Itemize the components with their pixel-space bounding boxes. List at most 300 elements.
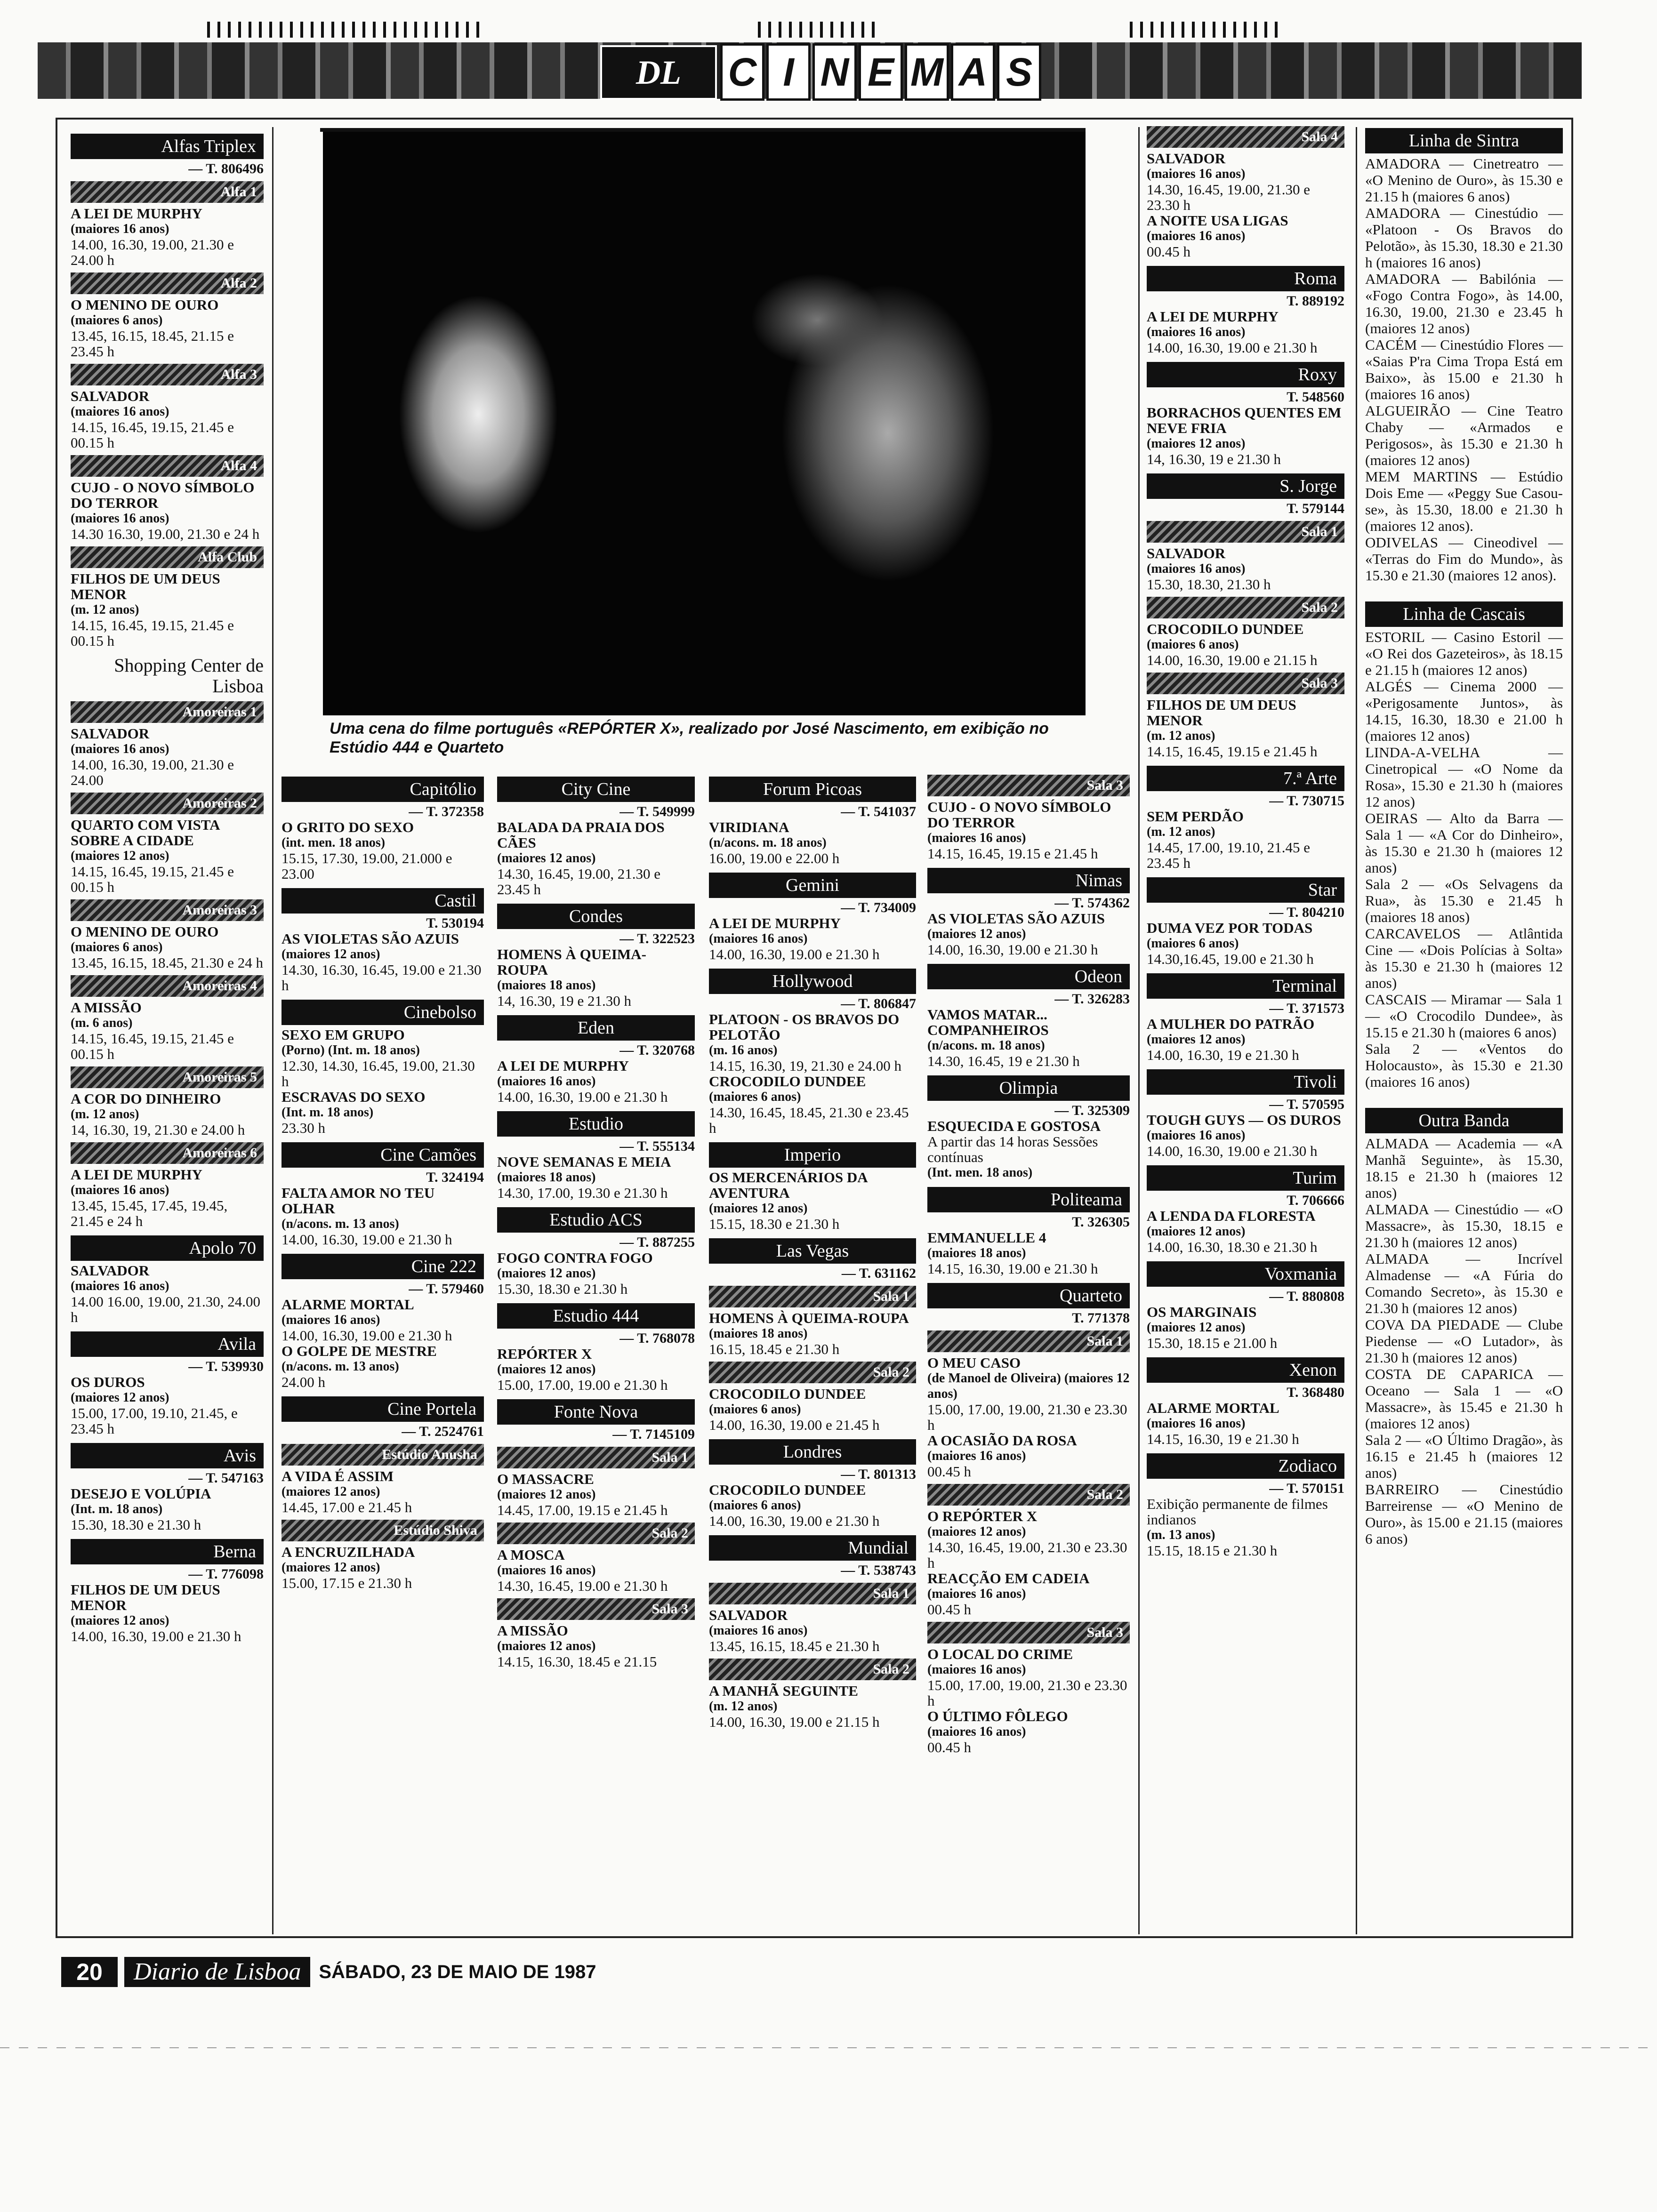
film-title: O GRITO DO SEXO — [282, 819, 414, 835]
cinema-heading: Mundial — [709, 1535, 916, 1561]
cinema-heading: Avis — [71, 1443, 264, 1468]
film-times: 14.15, 16.45, 19.15, 21.45 e 00.15 h — [71, 1030, 234, 1062]
film-rating: (maiores 18 anos) — [497, 1170, 596, 1185]
film-times: 14.00, 16.30, 19.00 e 21.30 h — [1147, 1143, 1318, 1159]
title-letter: C — [720, 43, 764, 101]
film-rating: (maiores 12 anos) — [71, 849, 169, 863]
list-item: CASCAIS — Miramar — Sala 1 — «O Crocodilo Dundee», às 15.15 e 21.30 h (maiores 6 anos) — [1365, 991, 1563, 1041]
film-rating: (n/acons. m. 13 anos) — [282, 1217, 399, 1231]
film-times: 00.45 h — [1147, 243, 1190, 260]
film-title: CROCODILO DUNDEE — [709, 1482, 866, 1498]
film-times: 14.00, 16.30, 19.00, 21.30 e 24.00 h — [71, 236, 234, 268]
film-title: HOMENS À QUEIMA-ROUPA — [497, 946, 646, 978]
film-times: 15.30, 18.30 e 21.30 h — [71, 1516, 201, 1533]
list-item: BARREIRO — Cinestúdio Barreirense — «O Menino de Ouro», às 15.00 e 21.15 (maiores 6 anos) — [1365, 1481, 1563, 1547]
film-rating: (maiores 16 anos) — [71, 404, 169, 419]
film-times: 14.00, 16.30, 19.00 e 21.15 h — [709, 1714, 880, 1730]
film-times: 14.45, 17.00 e 21.45 h — [282, 1499, 412, 1515]
film-title: ESCRAVAS DO SEXO — [282, 1089, 426, 1105]
cinema-phone: — T. 579460 — [409, 1281, 484, 1297]
film-title: O MENINO DE OURO — [71, 923, 219, 940]
film-rating: (m. 16 anos) — [709, 1043, 778, 1058]
film-times: 14.30, 16.45, 19.00, 21.30 e 23.30 h — [1147, 181, 1311, 213]
cinema-phone: T. 706666 — [1287, 1193, 1344, 1208]
room-heading: Amoreiras 6 — [71, 1142, 264, 1164]
film-title: SALVADOR — [1147, 150, 1226, 167]
film-title: O ÚLTIMO FÔLEGO — [927, 1708, 1068, 1724]
film-title: OS MERCENÁRIOS DA AVENTURA — [709, 1169, 867, 1201]
cinema-heading: Zodiaco — [1147, 1453, 1344, 1479]
film-rating: (m. 12 anos) — [71, 602, 139, 617]
film-times: 14.15, 16.45, 19.15, 21.45 e 00.15 h — [71, 617, 234, 649]
film-title: DUMA VEZ POR TODAS — [1147, 920, 1313, 936]
film-times: 14.00, 16.30, 19.00 e 21.30 h — [709, 1513, 880, 1529]
film-title: A LEI DE MURPHY — [71, 1166, 202, 1183]
cinema-phone: — T. 768078 — [619, 1330, 695, 1346]
issue-date: SÁBADO, 23 DE MAIO DE 1987 — [319, 1961, 596, 1982]
film-times: 14, 16.30, 19 e 21.30 h — [497, 993, 632, 1009]
room-heading: Alfa 4 — [71, 455, 264, 477]
film-title: OS DUROS — [71, 1374, 145, 1390]
cinema-heading: S. Jorge — [1147, 473, 1344, 499]
film-rating: (maiores 16 anos) — [1147, 325, 1246, 339]
cinema-heading: Star — [1147, 877, 1344, 903]
film-rating: (maiores 12 anos) — [927, 1524, 1026, 1539]
film-rating: (maiores 16 anos) — [71, 742, 169, 756]
film-rating: (maiores 16 anos) — [1147, 561, 1246, 576]
cinema-heading: Cine Portela — [282, 1396, 484, 1422]
film-title: FILHOS DE UM DEUS MENOR — [71, 1581, 220, 1613]
cinema-phone: — T. 372358 — [409, 804, 484, 819]
film-rating: (n/acons. m. 18 anos) — [927, 1038, 1045, 1053]
film-times: 14.15, 16.45, 19.15, 21.45 e 00.15 h — [71, 419, 234, 451]
film-rating: (maiores 12 anos) — [1147, 436, 1246, 451]
film-times: 14.30, 16.30, 16.45, 19.00 e 21.30 h — [282, 962, 482, 994]
cinema-heading: Fonte Nova — [497, 1399, 695, 1425]
list-item: AMADORA — Cinetreatro — «O Menino de Ouro», às 15.30 e 21.15 h (maiores 6 anos) — [1365, 155, 1563, 205]
cinema-heading: Roxy — [1147, 362, 1344, 387]
film-times: 15.30, 18.30 e 21.30 h — [497, 1281, 628, 1297]
film-rating: (maiores 6 anos) — [709, 1402, 801, 1417]
film-title: O GOLPE DE MESTRE — [282, 1343, 437, 1359]
room-heading: Sala 2 — [927, 1484, 1130, 1506]
film-title: A LEI DE MURPHY — [497, 1058, 629, 1074]
film-times: 15.30, 18.30, 21.30 h — [1147, 576, 1271, 593]
film-rating: (maiores 12 anos) — [497, 1362, 596, 1377]
cinema-phone: T. 530194 — [426, 915, 484, 931]
cinema-phone: — T. 806496 — [188, 161, 264, 176]
film-title: A LEI DE MURPHY — [709, 915, 841, 931]
list-item: ALMADA — Cinestúdio — «O Massacre», às 15.30, 18.15 e 21.30 h (maiores 12 anos) — [1365, 1201, 1563, 1250]
film-rating: (maiores 16 anos) — [709, 1623, 808, 1638]
film-title: ESQUECIDA E GOSTOSA — [927, 1118, 1101, 1134]
film-times: 23.30 h — [282, 1120, 325, 1136]
film-rating: (maiores 16 anos) — [927, 1587, 1026, 1601]
film-times: 14.30, 16.45, 19.00 e 21.30 h — [497, 1578, 668, 1594]
cinema-heading: Estudio — [497, 1111, 695, 1137]
film-times: 14.00, 16.30, 19.00 e 21.45 h — [709, 1417, 880, 1433]
film-title: BORRACHOS QUENTES EM NEVE FRIA — [1147, 404, 1342, 436]
column-rule — [1138, 127, 1140, 1934]
film-times: 14, 16.30, 19 e 21.30 h — [1147, 451, 1281, 467]
film-title: QUARTO COM VISTA SOBRE A CIDADE — [71, 817, 219, 849]
film-rating: (maiores 12 anos) — [497, 851, 596, 866]
column-3 — [497, 770, 695, 1669]
film-times: 14.15, 16.30, 19 e 21.30 h — [1147, 1431, 1299, 1447]
film-times: 14.00, 16.30, 19.00 e 21.15 h — [1147, 652, 1318, 668]
film-times: 00.45 h — [927, 1739, 971, 1755]
film-rating: (maiores 12 anos) — [927, 927, 1026, 941]
film-title: AS VIOLETAS SÃO AZUIS — [927, 910, 1105, 927]
cinema-heading: Voxmania — [1147, 1261, 1344, 1287]
film-title: CROCODILO DUNDEE — [709, 1073, 866, 1090]
film-rating: (maiores 12 anos) — [1147, 1032, 1246, 1047]
film-times: 14.00, 16.30, 19.00 e 21.30 h — [282, 1327, 452, 1344]
film-title: A COR DO DINHEIRO — [71, 1090, 221, 1107]
room-heading: Estúdio Anusha — [282, 1444, 484, 1466]
cinema-heading: Turim — [1147, 1165, 1344, 1191]
cinema-heading: Gemini — [709, 873, 916, 898]
film-times: 14.15, 16.30, 19.00 e 21.30 h — [927, 1260, 1098, 1277]
film-title: SALVADOR — [71, 388, 150, 404]
cinema-heading: Alfas Triplex — [71, 134, 264, 159]
cinema-phone: — T. 320768 — [619, 1042, 695, 1058]
cinema-phone: — T. 371573 — [1269, 1001, 1344, 1016]
room-heading: Sala 2 — [497, 1523, 695, 1544]
film-times: 15.00, 17.00, 19.00, 21.30 e 23.30 h — [927, 1677, 1127, 1709]
film-rating: (m. 12 anos) — [71, 1107, 139, 1122]
title-letter: N — [812, 43, 857, 101]
film-title: ALARME MORTAL — [1147, 1400, 1279, 1416]
film-rating: (de Manoel de Oliveira) (maiores 12 anos) — [927, 1371, 1130, 1401]
film-times: 14.30, 16.45, 19 e 21.30 h — [927, 1053, 1080, 1069]
film-times: 14.00, 16.30, 19.00 e 21.30 h — [1147, 339, 1318, 356]
cinema-heading: Olimpia — [927, 1075, 1130, 1101]
room-heading: Alfa 2 — [71, 272, 264, 294]
film-times: 14.15, 16.30, 19, 21.30 e 24.00 h — [709, 1058, 902, 1074]
film-rating: (maiores 12 anos) — [497, 1639, 596, 1653]
film-title: FILHOS DE UM DEUS MENOR — [71, 570, 220, 602]
room-heading: Sala 1 — [709, 1583, 916, 1604]
room-heading: Alfa Club — [71, 546, 264, 568]
film-title: OS MARGINAIS — [1147, 1304, 1257, 1320]
film-times: 14.15, 16.45, 19.15, 21.45 e 00.15 h — [71, 863, 234, 895]
film-title: O MEU CASO — [927, 1354, 1021, 1371]
film-rating: (maiores 12 anos) — [282, 1484, 380, 1499]
film-title: A NOITE USA LIGAS — [1147, 212, 1288, 229]
mall-heading: Shopping Center de Lisboa — [114, 655, 264, 697]
film-rating: (maiores 6 anos) — [709, 1498, 801, 1513]
film-times: 14.00, 16.30, 19.00 e 21.30 h — [282, 1231, 452, 1248]
cinema-heading: Quarteto — [927, 1283, 1130, 1308]
film-rating: (maiores 18 anos) — [709, 1326, 808, 1341]
film-times: 15.00, 17.15 e 21.30 h — [282, 1575, 412, 1591]
title-letter: E — [859, 43, 903, 101]
room-heading: Sala 3 — [927, 1622, 1130, 1643]
cinema-heading: Berna — [71, 1539, 264, 1564]
cinema-phone: — T. 547163 — [188, 1470, 264, 1486]
cinema-phone: — T. 539930 — [188, 1359, 264, 1374]
cinema-phone: — T. 326283 — [1054, 991, 1130, 1007]
film-rating: (maiores 16 anos) — [1147, 1416, 1246, 1431]
film-title: VIRIDIANA — [709, 819, 789, 835]
cinema-heading: Condes — [497, 904, 695, 929]
film-rating: (maiores 16 anos) — [1147, 1128, 1246, 1143]
room-heading: Alfa 3 — [71, 364, 264, 385]
room-heading: Sala 1 — [497, 1447, 695, 1468]
list-item: AMADORA — Cinestúdio — «Platoon - Os Bravos do Pelotão», às 15.30, 18.30 e 21.30 h (maiores 16 anos) — [1365, 205, 1563, 271]
film-rating: (m. 13 anos) — [1147, 1528, 1215, 1542]
list-item: Sala 2 — «Os Selvagens da Rua», às 15.30 e 21.45 h (maiores 18 anos) — [1365, 876, 1563, 925]
cinema-heading: Londres — [709, 1439, 916, 1465]
list-item: ALGUEIRÃO — Cine Teatro Chaby — «Armados e Perigosos», às 15.30 e 21.30 h (maiores 12 anos) — [1365, 402, 1563, 468]
cinema-heading: Cine 222 — [282, 1254, 484, 1279]
film-title: EMMANUELLE 4 — [927, 1229, 1046, 1246]
film-rating: (m. 12 anos) — [1147, 825, 1215, 839]
cinema-phone: T. 324194 — [426, 1170, 484, 1185]
film-times: 13.45, 16.15, 18.45, 21.30 e 24 h — [71, 954, 264, 971]
room-heading: Sala 3 — [1147, 673, 1344, 694]
film-still-photo — [323, 132, 1086, 715]
film-title: ALARME MORTAL — [282, 1296, 414, 1313]
film-title: A MANHÃ SEGUINTE — [709, 1683, 858, 1699]
film-rating: (maiores 12 anos) — [282, 1560, 380, 1575]
film-times: 14.00 16.00, 19.00, 21.30, 24.00 h — [71, 1293, 260, 1325]
cinema-phone: — T. 887255 — [619, 1234, 695, 1250]
film-title: SEM PERDÃO — [1147, 808, 1244, 825]
film-title: O MENINO DE OURO — [71, 297, 219, 313]
film-rating: (maiores 16 anos) — [282, 1313, 380, 1327]
cinema-phone: T. 326305 — [1072, 1214, 1130, 1230]
film-title: A ENCRUZILHADA — [282, 1544, 415, 1560]
film-title: FILHOS DE UM DEUS MENOR — [1147, 697, 1296, 729]
cinema-heading: Roma — [1147, 266, 1344, 291]
cinema-heading: Avila — [71, 1331, 264, 1357]
film-title: SALVADOR — [71, 725, 150, 742]
cinema-phone: — T. 7145109 — [612, 1427, 695, 1442]
film-times: 00.45 h — [927, 1463, 971, 1480]
film-times: 24.00 h — [282, 1374, 325, 1390]
film-times: 14.00, 16.30, 19.00 e 21.30 h — [927, 941, 1098, 958]
cinema-heading: Cinebolso — [282, 1000, 484, 1025]
film-title: A MULHER DO PATRÃO — [1147, 1016, 1315, 1032]
title-letter: S — [997, 43, 1041, 101]
film-rating: (maiores 18 anos) — [497, 978, 596, 993]
cinema-phone: — T. 555134 — [619, 1138, 695, 1154]
film-times: 14.30,16.45, 19.00 e 21.30 h — [1147, 951, 1314, 967]
cinema-heading: Hollywood — [709, 969, 916, 994]
film-title: SEXO EM GRUPO — [282, 1026, 405, 1043]
list-item: CACÉM — Cinestúdio Flores — «Saias P'ra Cima Tropa Está em Baixo», às 15.00 e 21.30 h (maiores 16 anos) — [1365, 337, 1563, 402]
column-6 — [1147, 121, 1344, 1558]
cinema-heading: Nimas — [927, 868, 1130, 893]
room-heading: Amoreiras 3 — [71, 899, 264, 921]
column-2 — [282, 770, 484, 1591]
region-heading: Linha de Cascais — [1365, 601, 1563, 627]
film-rating: (maiores 16 anos) — [927, 1449, 1026, 1463]
film-times: 16.15, 18.45 e 21.30 h — [709, 1341, 840, 1357]
room-heading: Sala 1 — [927, 1330, 1130, 1352]
cinema-heading: Forum Picoas — [709, 777, 916, 802]
cinema-phone: — T. 549999 — [619, 804, 695, 819]
room-heading: Amoreiras 1 — [71, 701, 264, 723]
film-title: PLATOON - OS BRAVOS DO PELOTÃO — [709, 1011, 900, 1043]
film-times: 14.30, 17.00, 19.30 e 21.30 h — [497, 1185, 668, 1201]
film-rating: (maiores 12 anos) — [71, 1390, 169, 1405]
film-rating: (int. men. 18 anos) — [282, 835, 386, 850]
film-title: DESEJO E VOLÚPIA — [71, 1485, 211, 1502]
cut-line — [0, 2047, 1657, 2048]
film-times: 14.30, 16.45, 19.00, 21.30 e 23.30 h — [927, 1539, 1127, 1571]
room-heading: Sala 2 — [709, 1362, 916, 1383]
cinema-heading: Politeama — [927, 1187, 1130, 1212]
film-times: 15.15, 18.30 e 21.30 h — [709, 1216, 840, 1232]
list-item: ESTORIL — Casino Estoril — «O Rei dos Gazeteiros», às 18.15 e 21.15 h (maiores 12 anos) — [1365, 629, 1563, 678]
column-1 — [71, 127, 264, 1644]
film-title: FOGO CONTRA FOGO — [497, 1250, 653, 1266]
film-times: 13.45, 16.15, 18.45, 21.15 e 23.45 h — [71, 328, 234, 360]
film-times: 14.00, 16.30, 19.00, 21.30 e 24.00 — [71, 756, 234, 788]
cinema-heading: Tivoli — [1147, 1069, 1344, 1095]
cinema-heading: Xenon — [1147, 1357, 1344, 1383]
title-letter: A — [951, 43, 995, 101]
film-rating: (maiores 6 anos) — [1147, 637, 1239, 652]
list-item: Sala 2 — «O Último Dragão», às 16.15 e 21.45 h (maiores 12 anos) — [1365, 1432, 1563, 1481]
film-title: O LOCAL DO CRIME — [927, 1646, 1073, 1662]
cinema-phone: T. 579144 — [1287, 501, 1344, 516]
room-heading: Sala 3 — [927, 775, 1130, 796]
film-title: A MOSCA — [497, 1547, 565, 1563]
cinema-phone: T. 889192 — [1287, 293, 1344, 309]
cinema-phone: — T. 570595 — [1269, 1097, 1344, 1112]
film-title: CROCODILO DUNDEE — [709, 1386, 866, 1402]
film-title: REPÓRTER X — [497, 1346, 592, 1362]
film-rating: (maiores 12 anos) — [709, 1201, 808, 1216]
list-item: AMADORA — Babilónia — «Fogo Contra Fogo», às 14.00, 16.30, 19.00, 21.30 e 23.45 h (maiores 12 anos) — [1365, 271, 1563, 337]
room-heading: Alfa 1 — [71, 181, 264, 203]
film-title: CUJO - O NOVO SÍMBOLO DO TERROR — [71, 479, 255, 511]
print-marks — [207, 22, 480, 38]
list-item: ODIVELAS — Cineodivel — «Terras do Fim do Mundo», às 15.30 e 21.30 (maiores 12 anos). — [1365, 534, 1563, 584]
film-times: 15.00, 17.00, 19.10, 21.45, e 23.45 h — [71, 1405, 238, 1437]
cinema-phone: — T. 574362 — [1054, 895, 1130, 911]
film-times: 14.15, 16.45, 19.15 e 21.45 h — [927, 845, 1098, 862]
cinema-heading: Estudio 444 — [497, 1303, 695, 1329]
film-title: A LENDA DA FLORESTA — [1147, 1208, 1316, 1224]
film-title: VAMOS MATAR... COMPANHEIROS — [927, 1006, 1049, 1038]
title-letter: M — [905, 43, 949, 101]
film-times: 14, 16.30, 19, 21.30 e 24.00 h — [71, 1122, 245, 1138]
cinema-phone: — T. 806847 — [841, 996, 916, 1011]
film-times: 14.00, 16.30, 18.30 e 21.30 h — [1147, 1239, 1318, 1255]
film-times: 14.30, 16.45, 19.00, 21.30 e 23.45 h — [497, 866, 661, 898]
film-rating: (maiores 12 anos) — [1147, 1224, 1246, 1239]
cinema-heading: Imperio — [709, 1142, 916, 1168]
film-rating: (maiores 16 anos) — [1147, 167, 1246, 181]
film-rating: (n/acons. m. 18 anos) — [709, 835, 827, 850]
print-marks — [758, 22, 876, 38]
room-heading: Sala 2 — [709, 1659, 916, 1680]
film-rating: (maiores 16 anos) — [927, 1724, 1026, 1739]
column-rule — [272, 127, 273, 1934]
list-item: ALGÉS — Cinema 2000 — «Perigosamente Juntos», às 14.15, 16.30, 18.30 e 21.00 h (maiores 12 anos) — [1365, 678, 1563, 744]
film-rating: (maiores 16 anos) — [709, 931, 808, 946]
cinema-phone: — T. 2524761 — [402, 1424, 484, 1439]
cinema-phone: — T. 631162 — [841, 1266, 916, 1281]
section-title — [720, 43, 1043, 98]
room-heading: Amoreiras 2 — [71, 793, 264, 814]
film-times: 15.30, 18.15 e 21.00 h — [1147, 1335, 1278, 1351]
film-title: Exibição permanente de filmes indianos — [1147, 1496, 1328, 1528]
film-times: 15.15, 18.15 e 21.30 h — [1147, 1542, 1278, 1559]
film-rating: (maiores 12 anos) — [71, 1613, 169, 1628]
film-times: 15.00, 17.00, 19.00, 21.30 e 23.30 h — [927, 1401, 1127, 1433]
cinema-heading: Estudio ACS — [497, 1207, 695, 1233]
film-rating: (maiores 16 anos) — [927, 831, 1026, 845]
film-title: A VIDA É ASSIM — [282, 1468, 394, 1484]
film-title: NOVE SEMANAS E MEIA — [497, 1154, 671, 1170]
room-heading: Sala 2 — [1147, 597, 1344, 618]
film-rating: (Int. m. 18 anos) — [71, 1502, 163, 1516]
film-times: 14.30 16.30, 19.00, 21.30 e 24 h — [71, 526, 260, 542]
page-footer — [61, 1956, 596, 1988]
film-rating: (maiores 16 anos) — [1147, 229, 1246, 243]
room-heading: Estúdio Shiva — [282, 1520, 484, 1541]
cinema-heading: Apolo 70 — [71, 1235, 264, 1261]
film-rating: (m. 12 anos) — [709, 1699, 778, 1714]
film-rating: (maiores 16 anos) — [497, 1563, 596, 1578]
cinema-heading: 7.ª Arte — [1147, 766, 1344, 791]
film-rating: (maiores 18 anos) — [927, 1246, 1026, 1260]
film-title: REACÇÃO EM CADEIA — [927, 1570, 1090, 1587]
cinema-heading: Castil — [282, 888, 484, 914]
film-rating: (m. 6 anos) — [71, 1016, 133, 1030]
list-item: ALMADA — Incrível Almadense — «A Fúria do Comando Secreto», às 15.30 e 21.30 h (maiores 12 anos) — [1365, 1250, 1563, 1316]
list-item: CARCAVELOS — Atlântida Cine — «Dois Polícias à Solta» às 15.30 e 21.30 h (maiores 12 anos) — [1365, 925, 1563, 991]
film-rating: (maiores 16 anos) — [71, 1279, 169, 1293]
room-heading: Sala 1 — [1147, 521, 1344, 543]
cinema-phone: — T. 322523 — [619, 931, 695, 946]
film-times: 14.00, 16.30, 19.00 e 21.30 h — [71, 1628, 241, 1644]
room-heading: Sala 4 — [1147, 126, 1344, 148]
cinema-phone: T. 771378 — [1072, 1310, 1130, 1326]
film-title: SALVADOR — [1147, 545, 1226, 561]
film-rating: (maiores 12 anos) — [497, 1266, 596, 1281]
film-title: BALADA DA PRAIA DOS CÃES — [497, 819, 665, 851]
film-times: 12.30, 14.30, 16.45, 19.00, 21.30 h — [282, 1058, 475, 1090]
cinema-phone: — T. 541037 — [841, 804, 916, 819]
film-title: AS VIOLETAS SÃO AZUIS — [282, 930, 459, 947]
film-times: 14.00, 16.30, 19 e 21.30 h — [1147, 1047, 1299, 1063]
film-title: SALVADOR — [71, 1262, 150, 1279]
film-title: CROCODILO DUNDEE — [1147, 621, 1304, 637]
film-title: CUJO - O NOVO SÍMBOLO DO TERROR — [927, 799, 1111, 831]
title-letter: I — [766, 43, 811, 101]
film-rating: (maiores 16 anos) — [497, 1074, 596, 1089]
list-item: OEIRAS — Alto da Barra — Sala 1 — «A Cor do Dinheiro», às 15.30 e 21.30 h (maiores 12 anos) — [1365, 810, 1563, 876]
cinema-phone: — T. 538743 — [841, 1563, 916, 1578]
column-4 — [709, 770, 916, 1730]
film-times: 14.15, 16.45, 19.15 e 21.45 h — [1147, 743, 1318, 760]
film-rating: (maiores 6 anos) — [709, 1090, 801, 1104]
film-rating: (maiores 16 anos) — [927, 1662, 1026, 1677]
cinema-heading: Capitólio — [282, 777, 484, 802]
film-rating: (m. 12 anos) — [1147, 729, 1215, 743]
film-title: A MISSÃO — [497, 1622, 568, 1639]
region-heading: Linha de Sintra — [1365, 128, 1563, 153]
film-times: 14.00, 16.30, 19.00 e 21.30 h — [497, 1089, 668, 1105]
film-title: TOUGH GUYS — OS DUROS — [1147, 1112, 1341, 1128]
